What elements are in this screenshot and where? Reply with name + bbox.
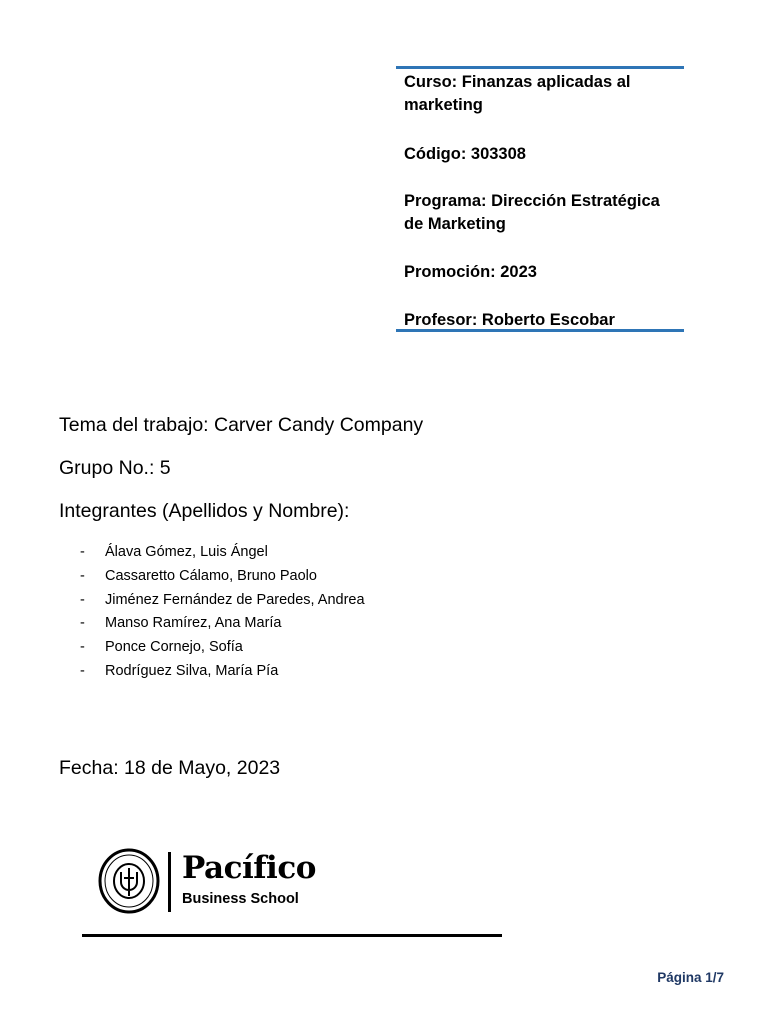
member-name: Jiménez Fernández de Paredes, Andrea bbox=[105, 591, 365, 608]
list-dash: - bbox=[80, 544, 85, 560]
logo-subtitle: Business School bbox=[182, 891, 299, 907]
list-dash: - bbox=[80, 662, 85, 679]
promotion-line: Promoción: 2023 bbox=[404, 263, 537, 281]
list-dash: - bbox=[80, 639, 85, 656]
member-name: Manso Ramírez, Ana María bbox=[105, 615, 282, 632]
course-info-box bbox=[396, 66, 684, 332]
member-name: Rodríguez Silva, María Pía bbox=[105, 662, 279, 679]
member-name: Ponce Cornejo, Sofía bbox=[105, 639, 243, 656]
list-dash: - bbox=[80, 591, 85, 608]
topic-line: Tema del trabajo: Carver Candy Company bbox=[59, 414, 424, 436]
date-line: Fecha: 18 de Mayo, 2023 bbox=[59, 757, 281, 779]
professor-line: Profesor: Roberto Escobar bbox=[404, 311, 615, 329]
logo-divider bbox=[168, 852, 171, 912]
page-number: Página 1/7 bbox=[657, 970, 724, 985]
group-line: Grupo No.: 5 bbox=[59, 457, 171, 479]
member-name: Álava Gómez, Luis Ángel bbox=[105, 544, 268, 560]
list-dash: - bbox=[80, 567, 85, 584]
logo-underline bbox=[82, 934, 502, 937]
code-line: Código: 303308 bbox=[404, 145, 526, 163]
program-line: Programa: Dirección Estratégica de Marketing bbox=[404, 192, 660, 233]
course-line: Curso: Finanzas aplicadas al marketing bbox=[404, 73, 631, 114]
list-dash: - bbox=[80, 615, 85, 632]
members-heading: Integrantes (Apellidos y Nombre): bbox=[59, 500, 350, 522]
university-seal-icon bbox=[98, 848, 160, 914]
member-name: Cassaretto Cálamo, Bruno Paolo bbox=[105, 567, 317, 584]
logo-wordmark: Pacífico bbox=[182, 850, 316, 886]
